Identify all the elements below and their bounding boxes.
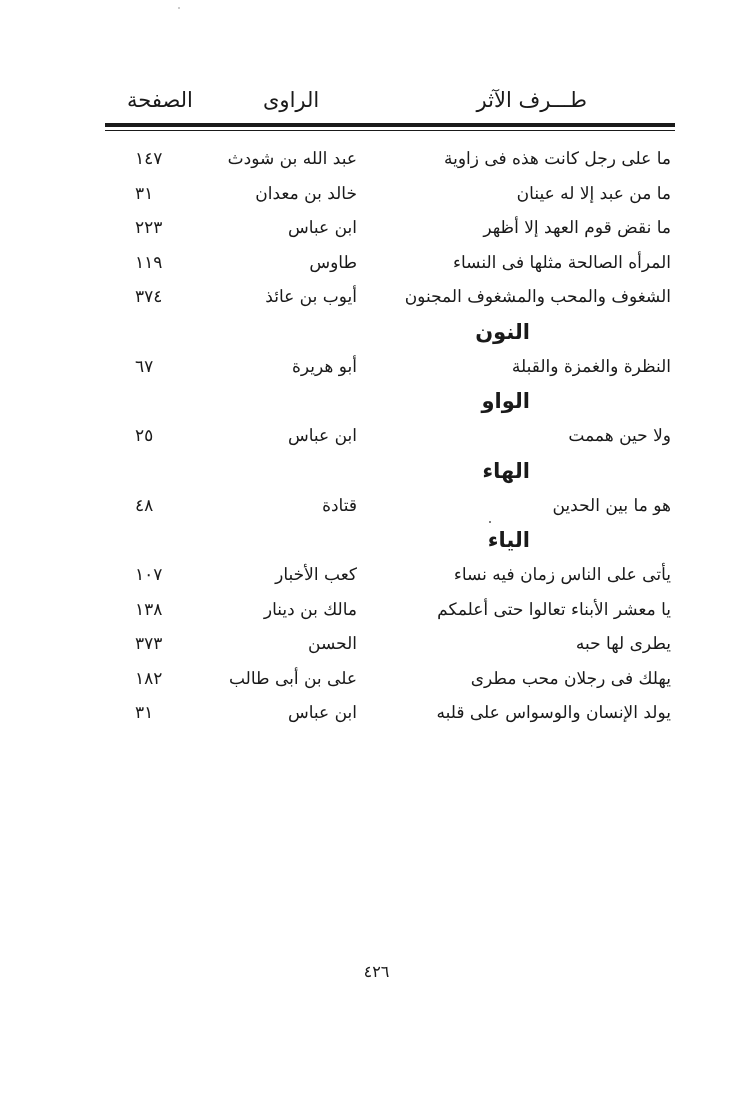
narrator-name: على بن أبى طالب <box>228 668 357 689</box>
table-header <box>105 88 675 124</box>
narrator-name: أيوب بن عائذ <box>265 287 357 307</box>
print-speck <box>489 521 491 523</box>
page-ref: ٤٨ <box>135 495 154 516</box>
table-row <box>105 422 675 457</box>
narrator-name: طاوس <box>309 252 357 273</box>
table-row <box>105 180 675 215</box>
section-letter: الواو <box>481 389 530 413</box>
page-ref: ١٨٢ <box>135 668 163 689</box>
athar-text: ولا حين هممت <box>568 426 671 446</box>
athar-text: الشغوف والمحب والمشغوف المجنون <box>404 287 671 307</box>
narrator-name: خالد بن معدان <box>255 183 357 204</box>
narrator-name: ابن عباس <box>287 218 357 238</box>
table-row <box>105 214 675 249</box>
athar-text: يأتى على الناس زمان فيه نساء <box>453 565 671 585</box>
section-letter: الياء <box>487 528 530 552</box>
table-row <box>105 353 675 388</box>
table-row <box>105 630 675 665</box>
narrator-name: قتادة <box>322 495 357 516</box>
narrator-name: الحسن <box>308 634 357 654</box>
athar-text: يا معشر الأبناء تعالوا حتى أعلمكم <box>437 599 671 620</box>
page-ref: ١٠٧ <box>135 565 163 585</box>
page-number: ٤٢٦ <box>363 962 390 981</box>
athar-text: النظرة والغمزة والقبلة <box>511 356 671 377</box>
page-ref: ١١٩ <box>135 252 163 273</box>
header-narrator: الراوى <box>263 88 320 112</box>
table-row <box>105 492 675 527</box>
page-ref: ٣٧٤ <box>135 287 163 307</box>
page-ref: ٣١ <box>135 703 154 723</box>
header-title: طـــرف الآثر <box>476 88 587 112</box>
page-ref: ٢٢٣ <box>135 218 163 238</box>
table-row <box>105 665 675 700</box>
table-row <box>105 249 675 284</box>
print-speck <box>178 7 180 9</box>
athar-text: ما على رجل كانت هذه فى زاوية <box>443 149 671 169</box>
athar-text: يولد الإنسان والوسواس على قلبه <box>436 703 671 723</box>
athar-text: المرأه الصالحة مثلها فى النساء <box>453 252 671 273</box>
athar-text: يهلك فى رجلان محب مطرى <box>470 668 671 689</box>
section-heading <box>105 526 675 561</box>
narrator-name: مالك بن دينار <box>263 599 357 620</box>
header-page: الصفحة <box>127 88 193 112</box>
header-rule-thin <box>105 130 675 131</box>
table-row <box>105 561 675 596</box>
page-ref: ١٣٨ <box>135 599 163 620</box>
table-row <box>105 145 675 180</box>
table-row <box>105 283 675 318</box>
section-heading <box>105 318 675 353</box>
section-heading <box>105 457 675 492</box>
section-heading <box>105 387 675 422</box>
page-ref: ٦٧ <box>135 356 154 377</box>
table-row <box>105 699 675 734</box>
narrator-name: كعب الأخبار <box>275 565 357 585</box>
page-ref: ٣١ <box>135 183 154 204</box>
athar-text: هو ما بين الحدين <box>552 495 671 516</box>
athar-text: يطرى لها حبه <box>575 634 671 654</box>
narrator-name: أبو هريرة <box>291 356 357 377</box>
narrator-name: ابن عباس <box>287 703 357 723</box>
page-ref: ٣٧٣ <box>135 634 163 654</box>
index-table <box>105 145 675 734</box>
page-ref: ١٤٧ <box>135 149 163 169</box>
athar-text: ما نقض قوم العهد إلا أظهر <box>483 218 671 238</box>
athar-text: ما من عبد إلا له عينان <box>516 183 671 204</box>
narrator-name: عبد الله بن شودث <box>227 149 357 169</box>
header-rule-thick <box>105 123 675 127</box>
page-ref: ٢٥ <box>135 426 154 446</box>
section-letter: النون <box>475 319 530 344</box>
table-row <box>105 596 675 631</box>
narrator-name: ابن عباس <box>287 426 357 446</box>
section-letter: الهاء <box>482 458 530 483</box>
